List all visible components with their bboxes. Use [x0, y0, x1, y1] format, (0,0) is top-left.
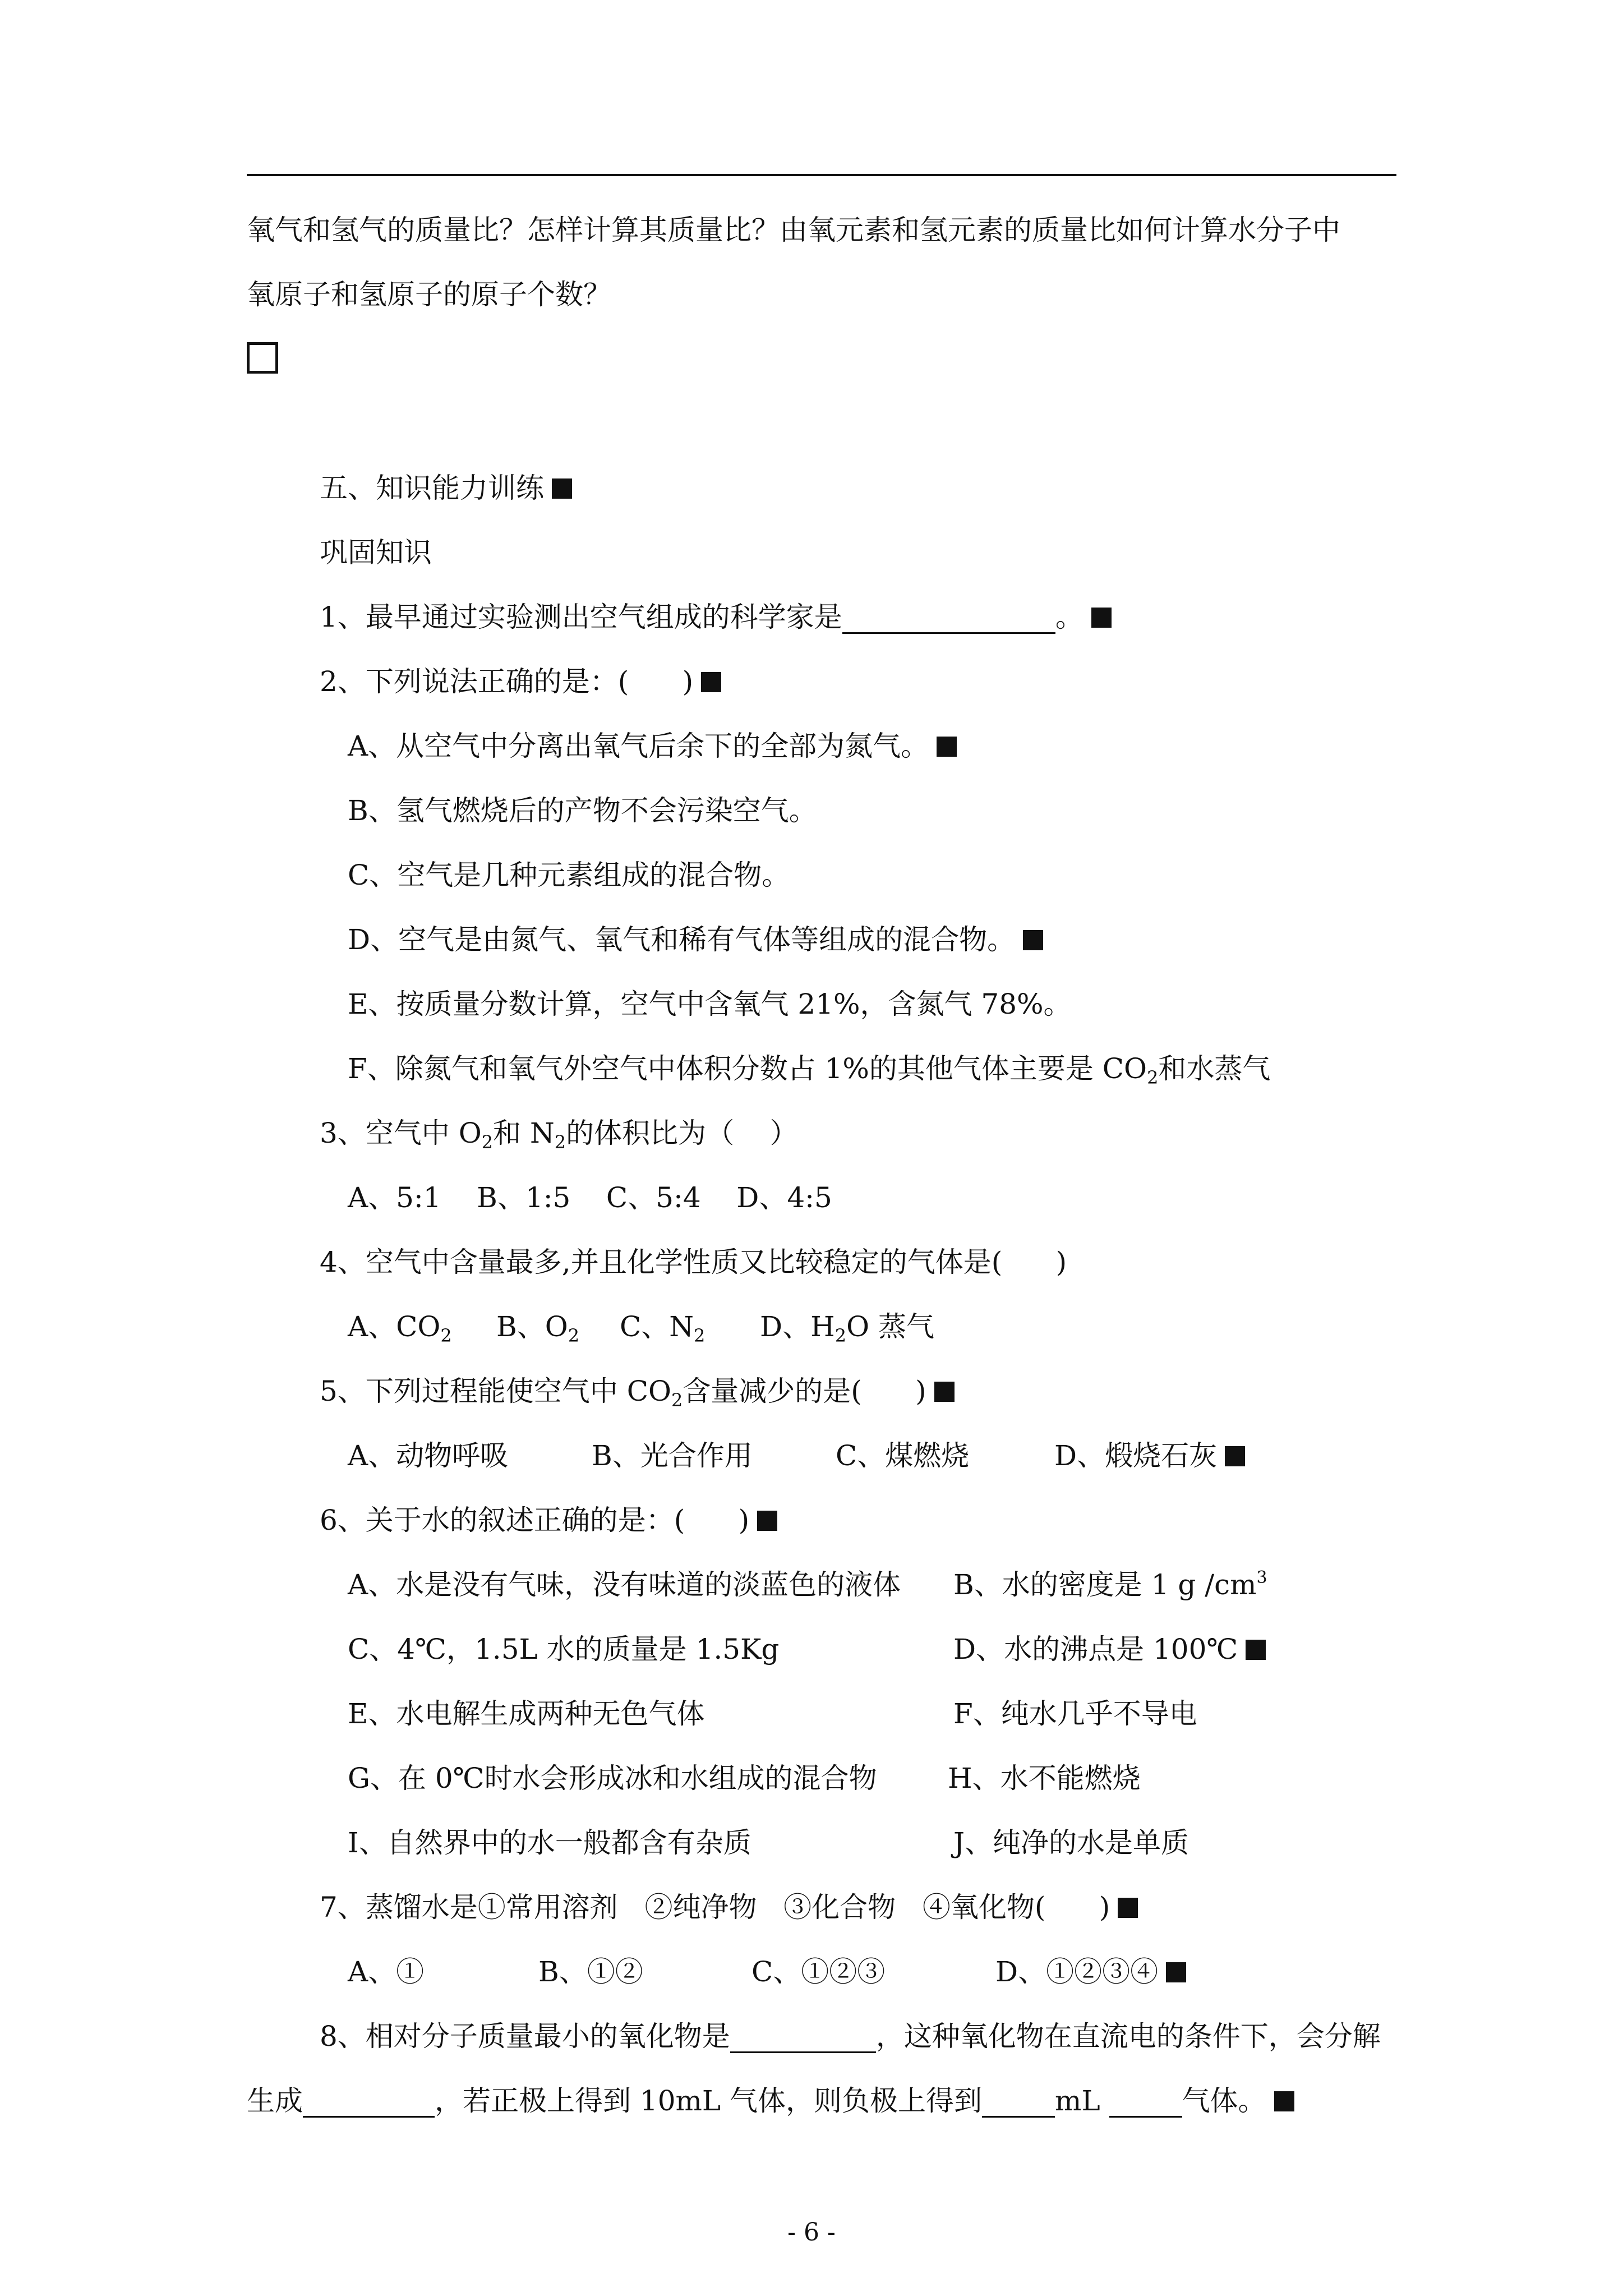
- answer-blank[interactable]: [1109, 2088, 1182, 2118]
- q5-option-b: B、光合作用: [592, 1439, 753, 1472]
- q5-option-a: A、动物呼吸: [348, 1439, 509, 1472]
- q6-option-e: E、水电解生成两种无色气体: [348, 1697, 705, 1730]
- black-square-marker: [934, 1382, 955, 1402]
- question-3: 3、空气中 $O_2$和 $N_2$的体积比为（ ）: [320, 1117, 798, 1153]
- question-7: 7、蒸馏水是①常用溶剂 ②纯净物 ③化合物 ④氧化物( ): [320, 1890, 1138, 1924]
- subheading: 巩固知识: [320, 536, 432, 569]
- q6-option-a: A、水是没有气味，没有味道的淡蓝色的液体: [348, 1568, 901, 1601]
- black-square-marker: [1225, 1446, 1245, 1466]
- black-square-marker: [1274, 2091, 1294, 2111]
- black-square-marker: [1246, 1640, 1266, 1660]
- black-square-marker: [701, 672, 721, 692]
- black-square-marker: [1091, 608, 1112, 628]
- black-square-marker: [757, 1511, 777, 1531]
- q7-option-b: B、①②: [538, 1955, 643, 1988]
- intro-line-2: 氧原子和氢原子的原子个数？: [247, 278, 611, 311]
- q3-options: A、5:1 B、1:5 C、5:4 D、4:5: [348, 1181, 832, 1214]
- answer-blank[interactable]: [730, 2023, 876, 2053]
- intro-line-1: 氧气和氢气的质量比？怎样计算其质量比？由氧元素和氢元素的质量比如何计算水分子中: [247, 214, 1340, 246]
- section-heading: 五、知识能力训练: [320, 471, 572, 505]
- answer-blank[interactable]: [842, 604, 1055, 634]
- answer-box[interactable]: [247, 342, 278, 381]
- q7-option-c: C、①②③: [751, 1955, 886, 1988]
- q4-option-c: C、$N_2$: [620, 1310, 706, 1346]
- black-square-marker: [1118, 1898, 1138, 1918]
- question-1: 1、最早通过实验测出空气组成的科学家是 。: [320, 600, 1112, 634]
- q2-option-d: D、空气是由氮气、氧气和稀有气体等组成的混合物。: [348, 923, 1043, 956]
- question-5: 5、下列过程能使空气中 $CO_2$含量减少的是( ): [320, 1374, 955, 1408]
- question-8-line-1: 8、相对分子质量最小的氧化物是 ，这种氧化物在直流电的条件下，会分解: [320, 2020, 1381, 2053]
- q6-option-c: C、4℃，1.5L 水的质量是 1.5Kg: [348, 1633, 780, 1665]
- q6-option-h: H、水不能燃烧: [948, 1762, 1141, 1795]
- question-2: 2、下列说法正确的是：( ): [320, 665, 721, 698]
- q2-option-f: F、除氮气和氧气外空气中体积分数占 1%的其他气体主要是 $CO_2$和水蒸气: [348, 1052, 1271, 1088]
- black-square-marker: [552, 478, 572, 499]
- q4-option-a: A、$CO_2$: [348, 1310, 452, 1346]
- q2-option-c: C、空气是几种元素组成的混合物。: [348, 859, 790, 891]
- question-4: 4、空气中含量最多,并且化学性质又比较稳定的气体是( ): [320, 1246, 1067, 1278]
- q6-option-i: I、自然界中的水一般都含有杂质: [348, 1826, 751, 1859]
- q6-option-g: G、在 0℃时水会形成冰和水组成的混合物: [348, 1762, 877, 1795]
- page-number: - 6 -: [787, 2218, 836, 2247]
- answer-blank[interactable]: [303, 2088, 435, 2118]
- black-square-marker: [937, 737, 957, 757]
- black-square-marker: [1166, 1962, 1186, 1982]
- q2-option-a: A、从空气中分离出氧气后余下的全部为氮气。: [348, 729, 957, 763]
- q6-option-b: B、水的密度是 1 g $/cm^3$: [953, 1568, 1267, 1601]
- question-6: 6、关于水的叙述正确的是：( ): [320, 1503, 777, 1537]
- black-square-marker: [1023, 930, 1043, 950]
- header-rule: [247, 174, 1396, 176]
- q6-option-j: J、纯净的水是单质: [953, 1826, 1189, 1859]
- q4-option-d: D、$H_2O$ 蒸气: [760, 1310, 934, 1346]
- q2-option-b: B、氢气燃烧后的产物不会污染空气。: [348, 794, 817, 827]
- q5-option-c: C、煤燃烧: [836, 1439, 970, 1472]
- answer-blank[interactable]: [982, 2088, 1055, 2118]
- q6-option-d: D、水的沸点是 100℃: [953, 1632, 1266, 1666]
- q4-option-b: B、$O_2$: [496, 1310, 580, 1346]
- q7-option-d: D、①②③④: [995, 1955, 1186, 1989]
- question-8-line-2: 生成 ，若正极上得到 10mL 气体，则负极上得到 mL 气体。: [247, 2084, 1294, 2118]
- q6-option-f: F、纯水几乎不导电: [953, 1697, 1197, 1730]
- empty-square-box[interactable]: [247, 342, 278, 374]
- q2-option-e: E、按质量分数计算，空气中含氧气 21%，含氮气 78%。: [348, 988, 1072, 1020]
- q5-option-d: D、煅烧石灰: [1054, 1439, 1245, 1473]
- q7-option-a: A、①: [348, 1955, 425, 1988]
